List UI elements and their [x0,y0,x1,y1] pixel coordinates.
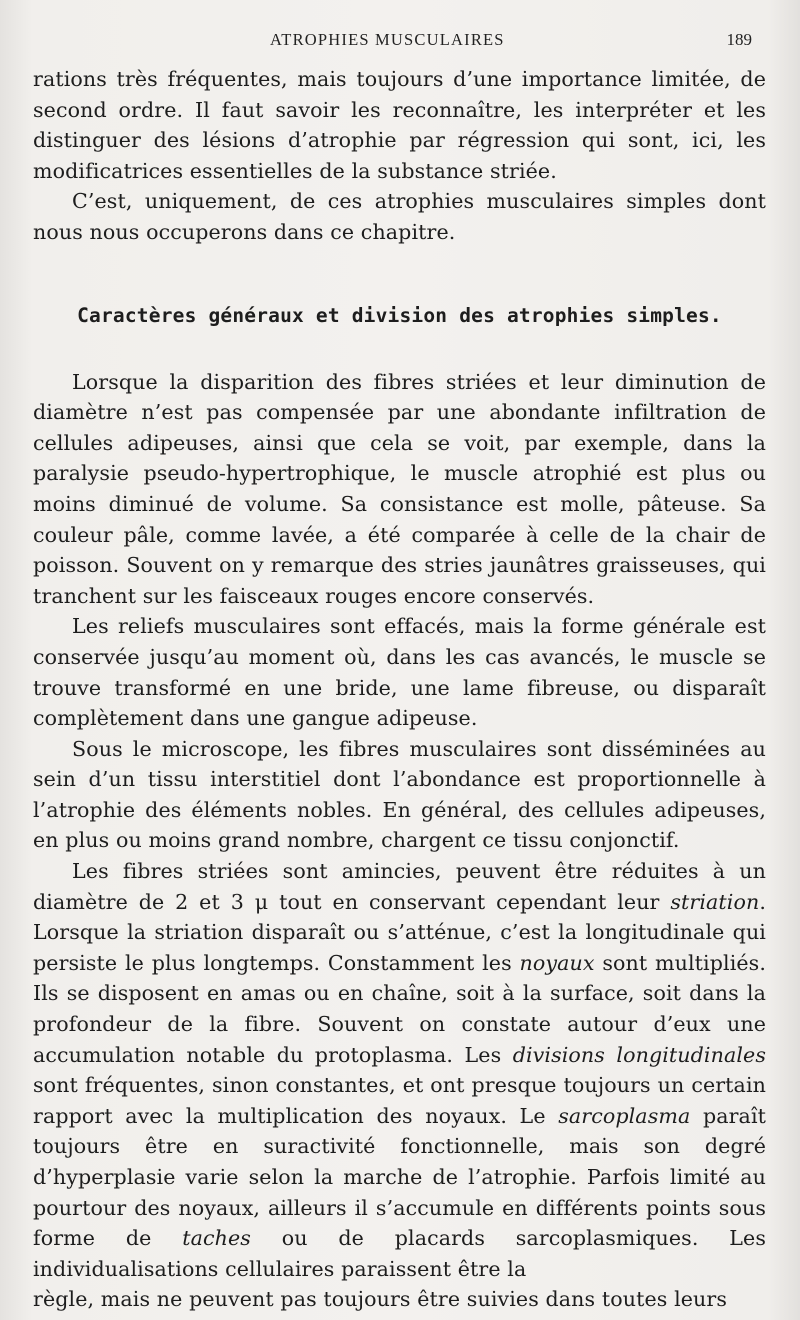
text-run: . Lorsque la striation disparaît ou s’atténue, c’est la longitudinale qui persiste le plus longtemps. Constamment les [33,889,766,975]
paragraph-continuation: rations très fréquentes, mais toujours d’une importance limitée, de second ordre. Il faut savoir les reconnaître, les interpréter et les distinguer des lésions d’atrophie par régression qui sont, ici, les modificatrices essentielles de la substance striée. [33,67,766,183]
paragraph-fibres [33,856,766,1284]
italic-term: noyaux [519,950,595,975]
italic-term: striation [670,889,760,914]
body-text [33,64,766,1315]
paragraph-reliefs: Les reliefs musculaires sont effacés, mais la forme générale est conservée jusqu’au moment où, dans les cas avancés, le muscle se trouve transformé en une bride, une lame fibreuse, ou disparaît complètement dans une gangue adipeuse. [33,614,766,731]
italic-term: divisions longitudinales [512,1042,767,1067]
page-number: 189 [726,30,752,49]
paragraph-microscope: Sous le microscope, les fibres musculaires sont disséminées au sein d’un tissu interstitiel dont l’abondance est proportionnelle à l’atrophie des éléments nobles. En général, des cellules adipeuses, en plus ou moins grand nombre, chargent ce tissu conjonctif. [33,736,766,853]
text-run: paraît toujours être en suractivité fonctionnelle, mais son degré d’hyperplasie varie selon la marche de l’atrophie. Parfois limité au pourtour des noyaux, ailleurs il s’accumule en différents points sous forme de [33,1103,767,1251]
section-spacer [33,248,766,301]
running-header [0,30,800,54]
text-run: sont multipliés. Ils se disposent en amas ou en chaîne, soit à la surface, soit dans la profondeur de la fibre. Souvent on constate autour d’eux une accumulation notable du protoplasma. Les [33,950,766,1067]
text-run: ou de placards sarcoplasmiques. Les individualisations cellulaires paraissent être la [33,1226,766,1281]
text-run: Les fibres striées sont amincies, peuvent être réduites à un diamètre de 2 et 3 μ tout en conservant cependant leur [33,859,766,914]
paragraph-chapter-scope: C’est, uniquement, de ces atrophies musculaires simples dont nous nous occuperons dans ce chapitre. [33,189,766,244]
italic-term: taches [182,1226,251,1251]
text-run: sont fréquentes, sinon constantes, et ont presque toujours un certain rapport avec la multiplication des noyaux. Le [33,1073,766,1128]
paragraph-macroscopic: Lorsque la disparition des fibres striées et leur diminution de diamètre n’est pas compensée par une abondante infiltration de cellules adipeuses, ainsi que cela se voit, par exemple, dans la paralysie pseudo-hypertrophique, le muscle atrophié est plus ou moins diminué de volume. Sa consistance est molle, pâteuse. Sa couleur pâle, comme lavée, a été comparée à celle de la chair de poisson. Souvent on y remarque des stries jaunâtres graisseuses, qui tranchent sur les faisceaux rouges encore conservés. [33,369,766,608]
section-spacer [33,331,766,367]
page-last-line: règle, mais ne peuvent pas toujours être suivies dans toutes leurs [33,1287,728,1312]
section-heading: Caractères généraux et division des atrophies simples. [77,303,722,327]
running-title: ATROPHIES MUSCULAIRES [270,30,505,49]
italic-term: sarcoplasma [558,1103,691,1128]
